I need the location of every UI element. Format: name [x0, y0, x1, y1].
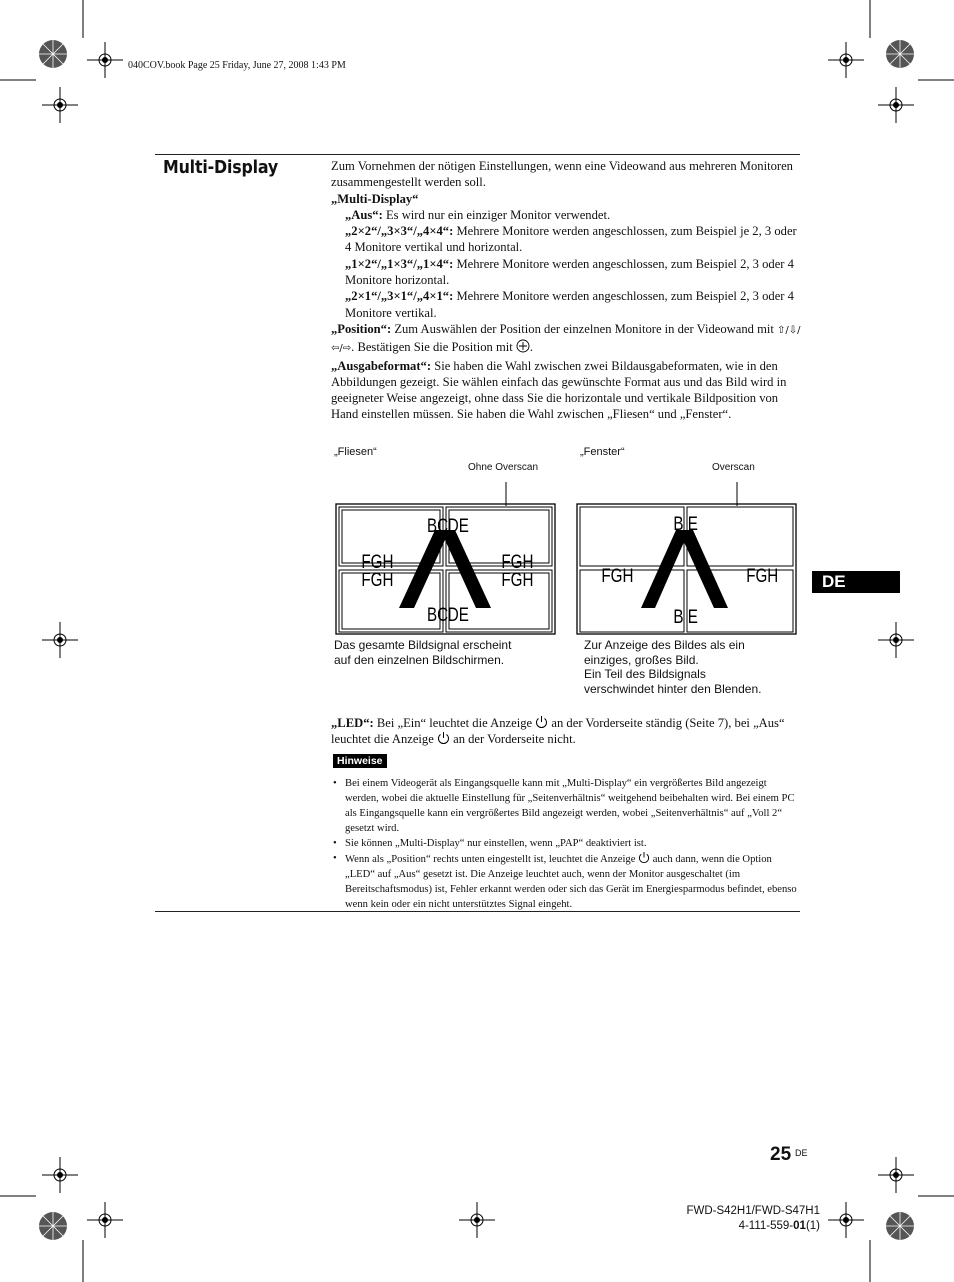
glyph-bc-top: BC: [427, 514, 449, 537]
option-grid: „2×2“/„3×3“/„4×4“: Mehrere Monitore werden angeschlossen, zum Beispiel je 2, 3 oder 4 Monitore vertikal und horizontal.: [345, 224, 797, 255]
enter-button-icon: [516, 339, 530, 353]
book-info-header: 040COV.book Page 25 Friday, June 27, 2008 1:43 PM: [128, 60, 346, 71]
section-body: [331, 158, 801, 423]
position-paragraph: „Position“: Zum Auswählen der Position der einzelnen Monitore in der Videowand mit ⇧/⇩/⇦/⇨. Bestätigen Sie die Position mit .: [331, 321, 801, 355]
led-paragraph: „LED“: Bei „Ein“ leuchtet die Anzeige an der Vorderseite ständig (Seite 7), bei „Aus“ leuchtet die Anzeige an der Vorderseite nicht.: [331, 716, 785, 747]
arrow-keys-icon: ⇧/⇩/⇦/⇨: [331, 324, 801, 355]
glyph-de-top: DE: [447, 514, 469, 537]
language-tab: DE: [812, 571, 900, 593]
fliesen-label: „Fliesen“: [334, 446, 377, 458]
page-number: 25: [770, 1144, 792, 1165]
note-item: • Bei einem Videogerät als Eingangsquelle kann mit „Multi-Display“ ein vergrößertes Bild angezeigt werden, wobei die aktuelle Einstellung für „Seitenverhältnis“ weitgehend beibehalten wird. Bei einem PC als Eingangsquelle kann ein vergrößertes Bild angezeigt werden, wobei „Seitenverhältnis“ auf „Voll 2“ gesetzt wird.: [331, 776, 801, 836]
glyph-de-bot: DE: [447, 603, 469, 626]
videowall-illustration: [331, 478, 801, 638]
glyph-fgh-l2: FGH: [361, 568, 394, 591]
option-aus: „Aus“: Es wird nur ein einziger Monitor verwendet.: [345, 207, 611, 222]
glyph-fgh-r1: FGH: [501, 550, 534, 573]
note-item: • Wenn als „Position“ rechts unten eingestellt ist, leuchtet die Anzeige auch dann, wenn die Option „LED“ auf „Aus“ gesetzt ist. Die Anzeige leuchtet auch, wenn der Monitor ausgeschaltet (im Bereitschaftsmodus) ist, Fehler erkannt werden oder sich das Gerät im Energiesparmodus befindet, ebenso wenn kein oder ein nicht unterstütztes Signal eingeht.: [331, 851, 801, 912]
document-code: 4-111-559-01(1): [738, 1220, 820, 1232]
model-info: [686, 1204, 820, 1234]
note-item: • Sie können „Multi-Display“ nur einstellen, wenn „PAP“ deaktiviert ist.: [331, 836, 801, 851]
top-rule: [155, 154, 800, 155]
glyph-e-top: E: [687, 512, 698, 535]
fenster-caption: Zur Anzeige des Bildes als ein einziges, großes Bild. Ein Teil des Bildsignals verschwindet hinter den Blenden.: [584, 638, 762, 696]
glyph-e-bot: E: [687, 605, 698, 628]
page-language: DE: [795, 1148, 808, 1158]
glyph-b-top: B: [673, 512, 684, 535]
glyph-fgh-w2: FGH: [746, 564, 779, 587]
fliesen-caption: Das gesamte Bildsignal erscheint auf den einzelnen Bildschirmen.: [334, 638, 512, 667]
notes-list: [331, 776, 801, 912]
glyph-b-bot: B: [673, 605, 684, 628]
intro-text: Zum Vornehmen der nötigen Einstellungen, wenn eine Videowand aus mehreren Monitoren zusammengestellt werden soll.: [331, 159, 793, 190]
hinweise-heading: Hinweise: [333, 754, 387, 768]
power-icon: [437, 731, 450, 745]
glyph-fgh-w1: FGH: [601, 564, 634, 587]
overscan-callout: Overscan: [712, 462, 755, 473]
section-title: Multi-Display: [163, 157, 279, 178]
glyph-fgh-r2: FGH: [501, 568, 534, 591]
option-vertical: „2×1“/„3×1“/„4×1“: Mehrere Monitore werden angeschlossen, zum Beispiel 2, 3 oder 4 Monitore vertikal.: [345, 289, 794, 320]
fenster-label: „Fenster“: [580, 446, 625, 458]
ausgabeformat-paragraph: „Ausgabeformat“: Sie haben die Wahl zwischen zwei Bildausgabeformaten, wie in den Abbildungen gezeigt. Sie wählen einfach das gewünschte Format aus und das Bild wird in geeigneter Weise angezeigt, ohne dass Sie die horizontale und vertikale Bildposition von Hand einstellen müssen. Sie haben die Wahl zwischen „Fliesen“ und „Fenster“.: [331, 358, 787, 422]
model-name: FWD-S42H1/FWD-S47H1: [686, 1205, 820, 1217]
power-icon: [535, 715, 548, 729]
power-icon: [638, 851, 650, 864]
ohne-overscan-callout: Ohne Overscan: [468, 462, 539, 473]
option-horizontal: „1×2“/„1×3“/„1×4“: Mehrere Monitore werden angeschlossen, zum Beispiel 2, 3 oder 4 Monitore horizontal.: [345, 256, 794, 288]
glyph-bc-bot: BC: [427, 603, 449, 626]
multi-display-label: „Multi-Display“: [331, 191, 419, 206]
glyph-fgh-l1: FGH: [361, 550, 394, 573]
